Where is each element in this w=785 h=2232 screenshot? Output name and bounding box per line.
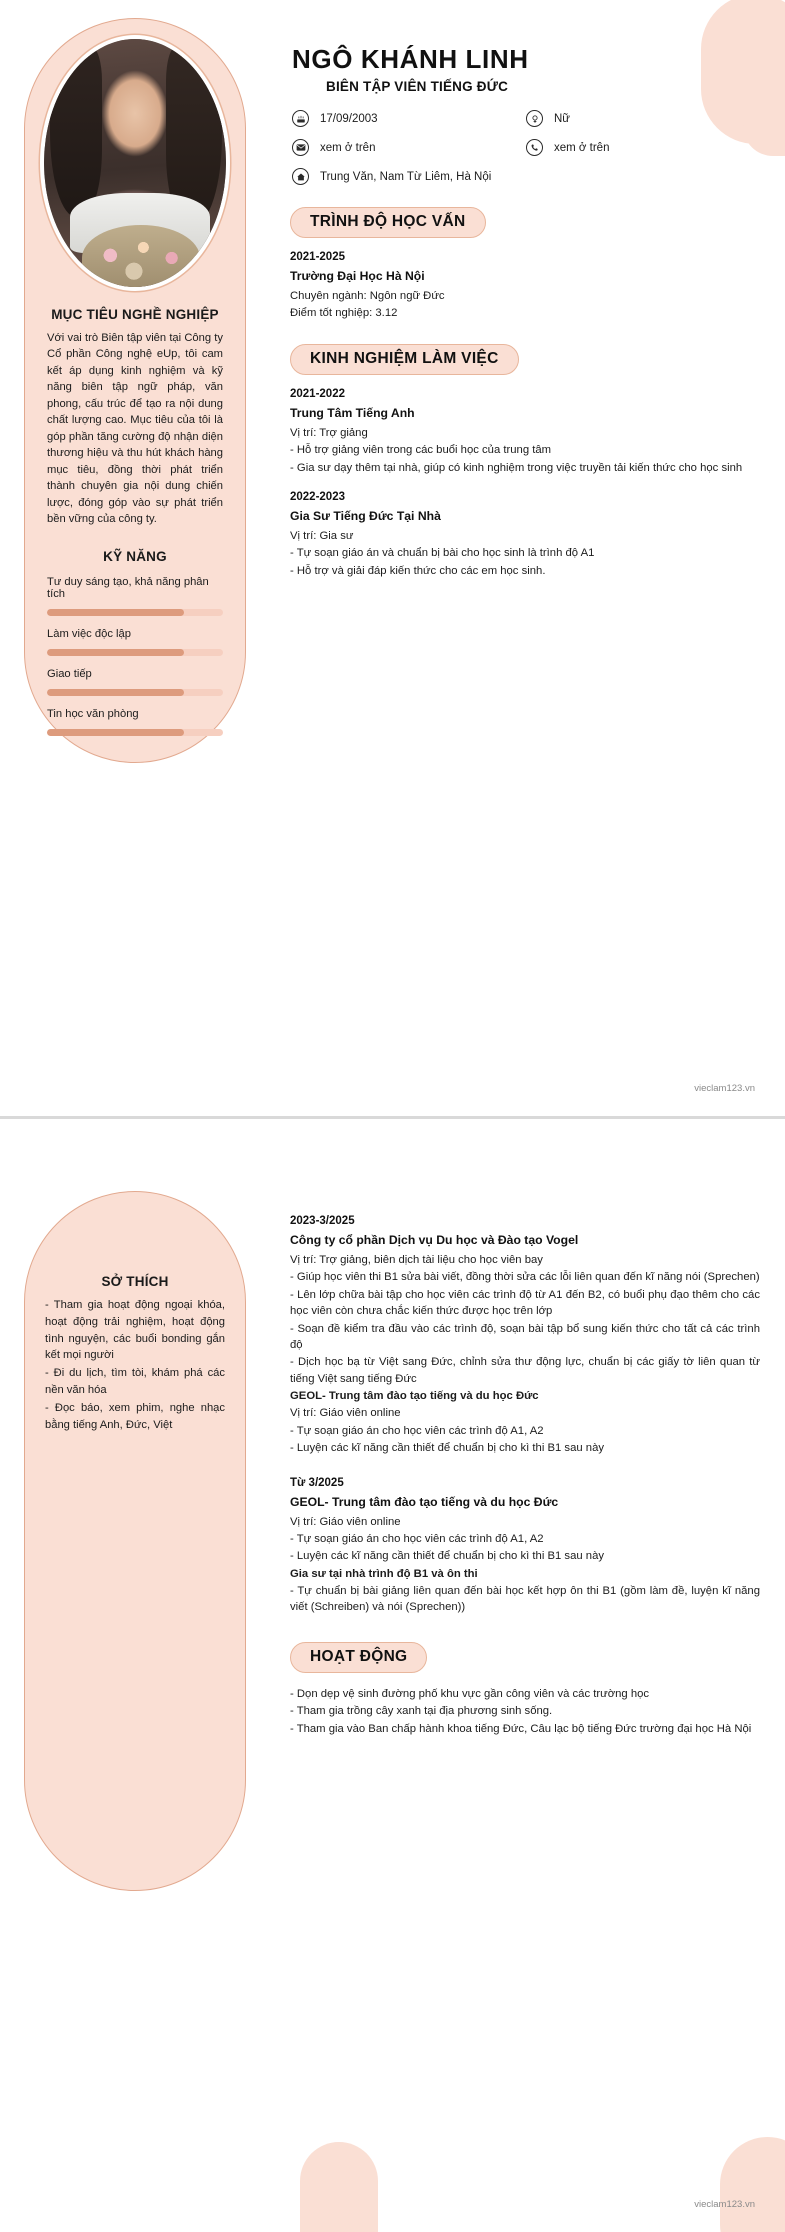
contact-value: 17/09/2003 — [320, 112, 378, 125]
experience-period: 2023-3/2025 — [290, 1215, 355, 1227]
skills-list — [25, 576, 245, 736]
sidebar-card — [24, 18, 246, 763]
experience-sub-org: Gia sư tại nhà trình độ B1 và ôn thi — [290, 1567, 478, 1580]
skill-item — [25, 576, 245, 616]
experience-line: - Hỗ trợ và giải đáp kiến thức cho các em học sinh. — [290, 564, 546, 577]
activity-line: - Dọn dẹp vệ sinh đường phố khu vực gần công viên và các trường học — [290, 1687, 650, 1700]
profile-photo — [40, 35, 230, 291]
experience-line: Vị trí: Trợ giảng, biên dịch tài liệu cho học viên bay — [290, 1254, 543, 1266]
contact-value: xem ở trên — [320, 141, 376, 154]
footer-brand: vieclam123.vn — [694, 1083, 755, 1094]
cv-page-2 — [0, 1116, 785, 2232]
experience-line: - Soạn đề kiểm tra đầu vào các trình độ, soạn bài tập bổ sung kiến thức cho tất cả các trình độ — [290, 1322, 760, 1351]
experience-line: - Tự soạn giáo án cho học viên các trình độ A1, A2 — [290, 1424, 544, 1437]
main-column-page-2 — [290, 1215, 760, 1738]
skill-fill — [47, 689, 184, 696]
experience-page2-entries — [290, 1215, 760, 1616]
experience-line: - Lên lớp chữa bài tập cho học viên các trình độ từ A1 đến B2, có buổi phụ đạo thêm cho các học viên còn chưa chắc kiến thức được học trên lớp — [290, 1288, 760, 1318]
experience-line: - Tự soạn giáo án và chuẩn bị bài cho học sinh là trình độ A1 — [290, 547, 595, 560]
experience-line: - Luyện các kĩ năng cần thiết để chuẩn bị cho kì thi B1 sau này — [290, 1550, 605, 1563]
skill-track — [47, 689, 223, 696]
experience-line: - Hỗ trợ giảng viên trong các buổi học của trung tâm — [290, 444, 552, 457]
skill-track — [47, 609, 223, 616]
education-heading: TRÌNH ĐỘ HỌC VẤN — [290, 207, 486, 238]
experience-entry — [290, 388, 760, 476]
skill-item — [25, 668, 245, 696]
experience-org: Trung Tâm Tiếng Anh — [290, 405, 415, 420]
education-line: Điểm tốt nghiệp: 3.12 — [290, 307, 398, 320]
experience-line: - Tự chuẩn bị bài giảng liên quan đến bài học kết hợp ôn thi B1 (gồm làm đề, luyện kĩ năng viết (Schreiben) và nói (Sprechen)) — [290, 1585, 760, 1614]
skill-item — [25, 708, 245, 736]
experience-line: - Gia sư dạy thêm tại nhà, giúp có kinh nghiệm trong việc truyền tải kiến thức cho học sinh — [290, 461, 743, 474]
objective-heading: MỤC TIÊU NGHỀ NGHIỆP — [51, 307, 219, 322]
experience-org: GEOL- Trung tâm đào tạo tiếng và du học Đức — [290, 1494, 559, 1509]
experience-period: 2022-2023 — [290, 490, 345, 503]
contact-value: Nữ — [554, 112, 571, 125]
education-entry — [290, 251, 760, 322]
decorative-blob-bottom-left — [300, 2142, 378, 2232]
home-icon — [292, 168, 309, 185]
experience-org: Công ty cổ phần Dịch vụ Du học và Đào tạo Vogel — [290, 1233, 579, 1247]
skill-fill — [47, 609, 184, 616]
experience-entry — [290, 1215, 760, 1457]
photo-bouquet — [82, 225, 200, 291]
section-activities — [290, 1642, 760, 1737]
page-title-name: NGÔ KHÁNH LINH — [292, 44, 529, 74]
sidebar-page-1 — [24, 18, 246, 763]
education-org: Trường Đại Học Hà Nội — [290, 269, 425, 283]
education-entries — [290, 251, 760, 322]
activity-line: - Tham gia vào Ban chấp hành khoa tiếng Đức, Câu lạc bộ tiếng Đức trường đại học Hà Nội — [290, 1722, 752, 1735]
skill-item — [25, 628, 245, 656]
contact-phone — [526, 139, 760, 156]
skill-track — [47, 729, 223, 736]
experience-period: Từ 3/2025 — [290, 1476, 344, 1489]
hobby-line: - Đi du lịch, tìm tòi, khám phá các nền văn hóa — [45, 1367, 225, 1396]
section-education — [290, 207, 760, 322]
skill-track — [47, 649, 223, 656]
experience-line: Vị trí: Giáo viên online — [290, 1515, 401, 1528]
skill-label: Tin học văn phòng — [47, 708, 139, 721]
decorative-blob-bottom-right — [720, 2137, 785, 2232]
skill-fill — [47, 729, 184, 736]
activities-heading: HOẠT ĐỘNG — [290, 1642, 427, 1673]
experience-period: 2021-2022 — [290, 387, 345, 400]
experience-line: - Tự soạn giáo án cho học viên các trình độ A1, A2 — [290, 1532, 544, 1545]
experience-line: Vị trí: Trợ giảng — [290, 426, 368, 439]
section-experience — [290, 344, 760, 579]
education-period: 2021-2025 — [290, 251, 345, 263]
contact-grid — [292, 110, 760, 185]
experience-entry — [290, 491, 760, 579]
job-title: BIÊN TẬP VIÊN TIẾNG ĐỨC — [326, 79, 509, 94]
objective-body — [25, 330, 245, 527]
contact-value: xem ở trên — [554, 141, 610, 154]
hobby-line: - Đọc báo, xem phim, nghe nhạc bằng tiếng Anh, Đức, Việt — [45, 1401, 225, 1431]
contact-birthday — [292, 110, 526, 127]
experience-entries — [290, 388, 760, 579]
gender-icon — [526, 110, 543, 127]
sidebar-card-hobbies — [24, 1191, 246, 1891]
skills-heading: KỸ NĂNG — [103, 549, 167, 565]
contact-email — [292, 139, 526, 156]
experience-sub-org: GEOL- Trung tâm đào tạo tiếng và du học Đức — [290, 1390, 539, 1402]
photo-hair-left — [50, 47, 102, 217]
contact-address — [292, 168, 760, 185]
cake-icon — [292, 110, 309, 127]
hobbies-heading: SỞ THÍCH — [101, 1274, 169, 1289]
activities-body — [290, 1686, 760, 1737]
experience-line: - Dịch học bạ từ Việt sang Đức, chỉnh sửa thư động lực, chuẩn bị các giấy tờ liên quan từ tiếng Việt sang tiếng Đức — [290, 1356, 760, 1385]
contact-value: Trung Văn, Nam Từ Liêm, Hà Nội — [320, 170, 492, 183]
objective-text: Với vai trò Biên tập viên tại Công ty Cổ phần Công nghệ eUp, tôi cam kết áp dụng kinh nghiệm và kỹ năng biên tập ngữ pháp, văn phong, cấu trúc để tạo ra nội dung chất lượng cao. Mục tiêu của tôi là góp phần tăng cường độ nhận diện thương hiệu và thu hút khách hàng mục tiêu, đồng thời phát triển thành chuyên gia nội dung chiến lược, đóng góp vào sự phát triển bền vững của công ty. — [47, 332, 223, 525]
experience-line: Vị trí: Giáo viên online — [290, 1407, 401, 1420]
experience-line: Vị trí: Gia sư — [290, 529, 354, 542]
experience-line: - Luyện các kĩ năng cần thiết để chuẩn bị cho kì thi B1 sau này — [290, 1442, 605, 1455]
activity-line: - Tham gia trồng cây xanh tại địa phương sinh sống. — [290, 1705, 553, 1718]
footer-brand: vieclam123.vn — [694, 2199, 755, 2210]
skill-label: Làm việc độc lập — [47, 628, 131, 641]
contact-gender — [526, 110, 760, 127]
skill-fill — [47, 649, 184, 656]
main-column-page-1 — [290, 44, 760, 580]
experience-org: Gia Sư Tiếng Đức Tại Nhà — [290, 508, 441, 523]
experience-line: - Giúp học viên thi B1 sửa bài viết, đồng thời sửa các lỗi liên quan đến kĩ năng nói (Sprechen) — [290, 1271, 760, 1284]
email-icon — [292, 139, 309, 156]
sidebar-page-2 — [24, 1191, 246, 1891]
phone-icon — [526, 139, 543, 156]
hobby-line: - Tham gia hoạt động ngoại khóa, hoạt động trải nghiệm, hoạt động tình nguyện, các buổi bonding gắn kết mọi người — [45, 1299, 225, 1362]
experience-entry — [290, 1477, 760, 1616]
skill-label: Giao tiếp — [47, 668, 92, 681]
experience-heading: KINH NGHIỆM LÀM VIỆC — [290, 344, 519, 375]
skill-label: Tư duy sáng tạo, khả năng phân tích — [47, 576, 209, 601]
education-line: Chuyên ngành: Ngôn ngữ Đức — [290, 290, 445, 302]
hobbies-body — [25, 1297, 245, 1433]
